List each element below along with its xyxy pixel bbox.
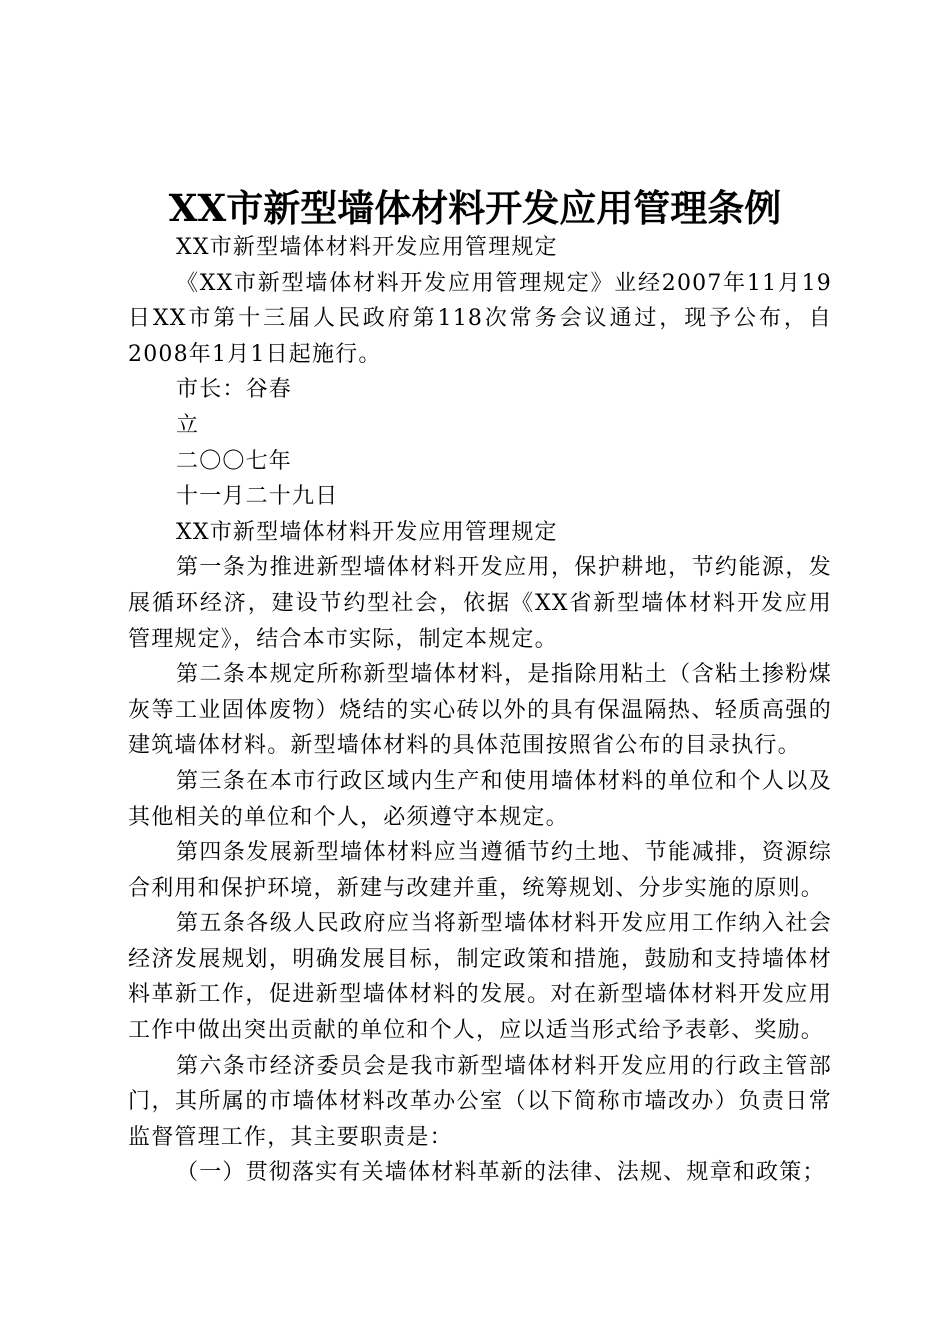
paragraph-regulation-title: XX市新型墙体材料开发应用管理规定 (176, 519, 558, 545)
paragraph-date-day: 十一月二十九日 (176, 484, 339, 510)
paragraph-article-2: 第二条本规定所称新型墙体材料，是指除用粘土（含粘土掺粉煤灰等工业固体废物）烧结的实心砖以外的具有保温隔热、轻质高强的建筑墙体材料。新型墙体材料的具体范围按照省公布的目录执行。 (128, 662, 832, 759)
paragraph-subtitle: XX市新型墙体材料开发应用管理规定 (176, 235, 558, 260)
paragraph-mayor-name-cont: 立 (176, 412, 200, 438)
document-body (128, 230, 832, 1191)
paragraph-article-4: 第四条发展新型墙体材料应当遵循节约土地、节能减排，资源综合利用和保护环境，新建与改建并重，统筹规划、分步实施的原则。 (128, 840, 832, 901)
paragraph-article-5: 第五条各级人民政府应当将新型墙体材料开发应用工作纳入社会经济发展规划，明确发展目标，制定政策和措施，鼓励和支持墙体材料革新工作，促进新型墙体材料的发展。对在新型墙体材料开发应用工作中做出突出贡献的单位和个人，应以适当形式给予表彰、奖励。 (128, 911, 832, 1044)
document-title: XX市新型墙体材料开发应用管理条例 (168, 186, 782, 230)
paragraph-article-6: 第六条市经济委员会是我市新型墙体材料开发应用的行政主管部门，其所属的市墙体材料改革办公室（以下简称市墙改办）负责日常监督管理工作，其主要职责是： (128, 1053, 832, 1150)
paragraph-mayor: 市长：谷春 (176, 377, 293, 403)
paragraph-article-1: 第一条为推进新型墙体材料开发应用，保护耕地，节约能源，发展循环经济，建设节约型社会，依据《XX省新型墙体材料开发应用管理规定》，结合本市实际，制定本规定。 (128, 555, 832, 652)
paragraph-date-year: 二〇〇七年 (176, 448, 293, 474)
paragraph-article-6-item-1: （一）贯彻落实有关墙体材料革新的法律、法规、规章和政策； (176, 1160, 826, 1186)
paragraph-article-3: 第三条在本市行政区域内生产和使用墙体材料的单位和个人以及其他相关的单位和个人，必须遵守本规定。 (128, 768, 832, 830)
paragraph-promulgation: 《XX市新型墙体材料开发应用管理规定》业经2007年11月19日XX市第十三届人民政府第118次常务会议通过，现予公布，自2008年1月1日起施行。 (128, 270, 832, 367)
